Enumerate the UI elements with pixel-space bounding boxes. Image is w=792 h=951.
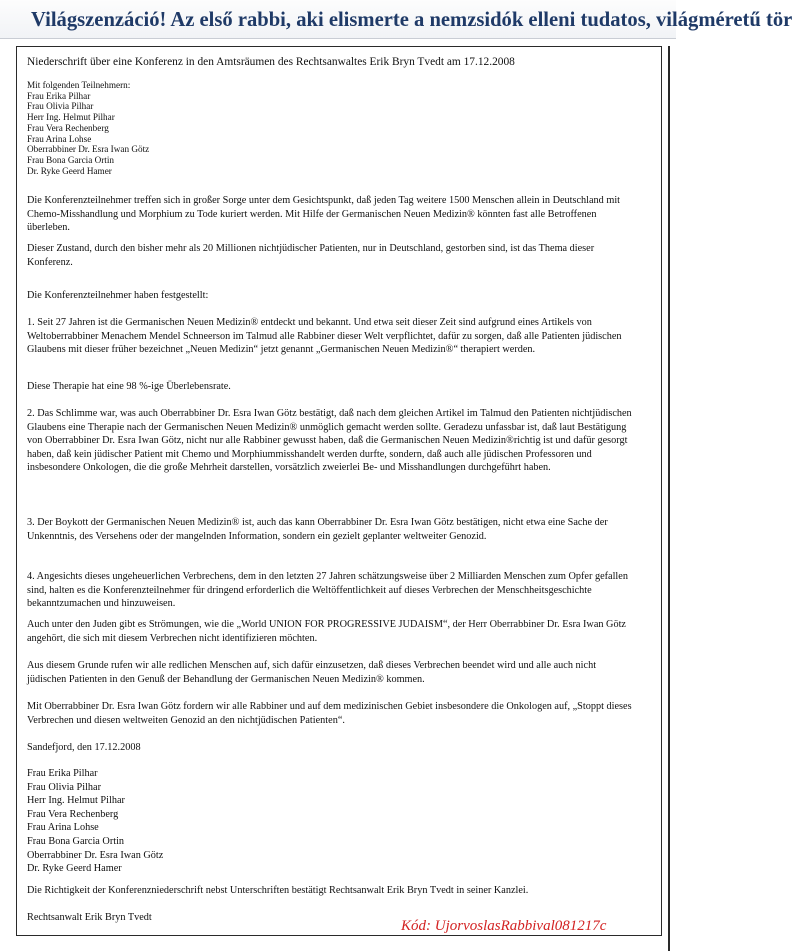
- signatory: Frau Olivia Pilhar: [27, 781, 102, 793]
- paragraph-point-1: 1. Seit 27 Jahren ist die Germanischen Neuen Medizin® entdeckt und bekannt. Und etwa seit dieser Zeit sind aufgrund eines Artikels von Weltoberrabbiner Menachem Mendel Schneerson im Talmud alle Rabbiner dieser Welt verpflichtet, dafür zu sorgen, daß alle Patienten jüdischen Glaubens mit dieser früher bezeichnet „Neuen Medizin“ jetzt genannt „Germanischen Neuen Medizin®“ therapiert werden.: [27, 317, 622, 356]
- participants-list: [27, 80, 149, 176]
- attorney-name: Rechtsanwalt Erik Bryn Tvedt: [27, 912, 152, 923]
- signatory: Herr Ing. Helmut Pilhar: [27, 795, 125, 807]
- paragraph-point-2: 2. Das Schlimme war, was auch Oberrabbiner Dr. Esra Iwan Götz bestätigt, daß nach dem gleichen Artikel im Talmud den Patienten nichtjüdischen Glaubens eine Therapie nach der Germanischen Neuen Medizin® unmöglich gemacht werden sollte. Geradezu unfassbar ist, daß laut Bestätigung von Oberrabbiner Dr. Esra Iwan Götz, nicht nur alle Rabbiner gewusst haben, daß die Germanischen Neuen Medizin®richtig ist und dafür gesorgt haben, daß kein jüdischer Patient mit Chemo und Morphiummisshandelt werden durfte, sondern, daß auch alle jüdischen Professoren und insbesondere Onkologen, die die große Mehrheit darstellen, vorsätzlich zweierlei Be- und Misshandlungen durchgeführt haben.: [27, 408, 632, 474]
- signatory: Frau Arina Lohse: [27, 822, 99, 834]
- paragraph-appeal: Aus diesem Grunde rufen wir alle redlichen Menschen auf, sich dafür einzusetzen, daß dieses Verbrechen beendet wird und alle auch nicht jüdischen Patienten in den Genuß der Behandlung der Germanischen Neuen Medizin® kommen.: [27, 660, 597, 685]
- paragraph-survival-rate: Diese Therapie hat eine 98 %-ige Überlebensrate.: [27, 381, 231, 392]
- paragraph-findings-intro: Die Konferenzteilnehmer haben festgestellt:: [27, 290, 209, 301]
- paragraph-topic: Dieser Zustand, durch den bisher mehr als 20 Millionen nichtjüdischer Patienten, nur in Deutschland, gestorben sind, ist das Thema dieser Konferenz.: [27, 243, 595, 268]
- document-frame: [16, 46, 662, 936]
- participant: Herr Ing. Helmut Pilhar: [27, 112, 115, 123]
- paragraph-demand: Mit Oberrabbiner Dr. Esra Iwan Götz fordern wir alle Rabbiner und auf dem medizinischen Gebiet insbesondere die Onkologen auf, „Stoppt dieses Verbrechen und diesen weltweiten Genozid an den nichtjüdischen Patienten“.: [27, 701, 632, 726]
- signatories-list: [27, 767, 163, 876]
- participant: Frau Erika Pilhar: [27, 90, 91, 101]
- banner-title: Világszenzáció! Az első rabbi, aki elismerte a nemzsidók elleni tudatos, világméretű tör: [31, 9, 792, 31]
- participant: Frau Vera Rechenberg: [27, 122, 109, 133]
- place-date: Sandefjord, den 17.12.2008: [27, 742, 141, 753]
- participants-intro: Mit folgenden Teilnehmern:: [27, 80, 131, 90]
- page-edge-rule: [668, 46, 670, 951]
- participant: Frau Olivia Pilhar: [27, 101, 94, 112]
- banner: [0, 0, 792, 39]
- document-heading: Niederschrift über eine Konferenz in den Amtsräumen des Rechtsanwaltes Erik Bryn Tvedt am 17.12.2008: [27, 56, 515, 68]
- signatory: Frau Erika Pilhar: [27, 768, 98, 779]
- participant: Frau Bona Garcia Ortin: [27, 154, 114, 165]
- participant: Oberrabbiner Dr. Esra Iwan Götz: [27, 144, 150, 155]
- signatory: Frau Bona Garcia Ortin: [27, 835, 125, 847]
- signatory: Frau Vera Rechenberg: [27, 808, 119, 820]
- paragraph-movements: Auch unter den Juden gibt es Strömungen, wie die „World UNION FOR PROGRESSIVE JUDAISM“, der Herr Oberrabbiner Dr. Esra Iwan Götz angehört, die sich mit diesem Verbrechen nicht identifizieren möchten.: [27, 619, 626, 644]
- signatory: Oberrabbiner Dr. Esra Iwan Götz: [27, 849, 164, 861]
- signatory: Dr. Ryke Geerd Hamer: [27, 863, 122, 875]
- paragraph-point-4: 4. Angesichts dieses ungeheuerlichen Verbrechens, dem in den letzten 27 Jahren schätzungsweise über 2 Milliarden Menschen zum Opfer gefallen sind, halten es die Konferenzteilnehmer für dringend erforderlich die Weltöffentlichkeit auf dieses Verbrechen der Menschheitsgeschichte bekanntzumachen und hinzuweisen.: [27, 571, 628, 610]
- participant: Dr. Ryke Geerd Hamer: [27, 165, 112, 176]
- paragraph-concern: Die Konferenzteilnehmer treffen sich in großer Sorge unter dem Gesichtspunkt, daß jeden Tag weitere 1500 Menschen allein in Deutschland mit Chemo-Misshandlung und Morphium zu Tode kuriert werden. Mit Hilfe der Germanischen Neuen Medizin® könnten fast alle Betroffenen überleben.: [27, 195, 621, 234]
- reference-code: Kód: UjorvoslasRabbival081217c: [401, 918, 607, 934]
- attestation-text: Die Richtigkeit der Konferenzniederschrift nebst Unterschriften bestätigt Rechtsanwalt Erik Bryn Tvedt in seiner Kanzlei.: [27, 885, 529, 896]
- paragraph-point-3: 3. Der Boykott der Germanischen Neuen Medizin® ist, auch das kann Oberrabbiner Dr. Esra Iwan Götz bestätigen, nicht etwa eine Sache der Unkenntnis, des Versehens oder der mangelnden Information, sondern ein gezielt geplanter weltweiter Genozid.: [27, 517, 608, 542]
- participant: Frau Arina Lohse: [27, 133, 92, 144]
